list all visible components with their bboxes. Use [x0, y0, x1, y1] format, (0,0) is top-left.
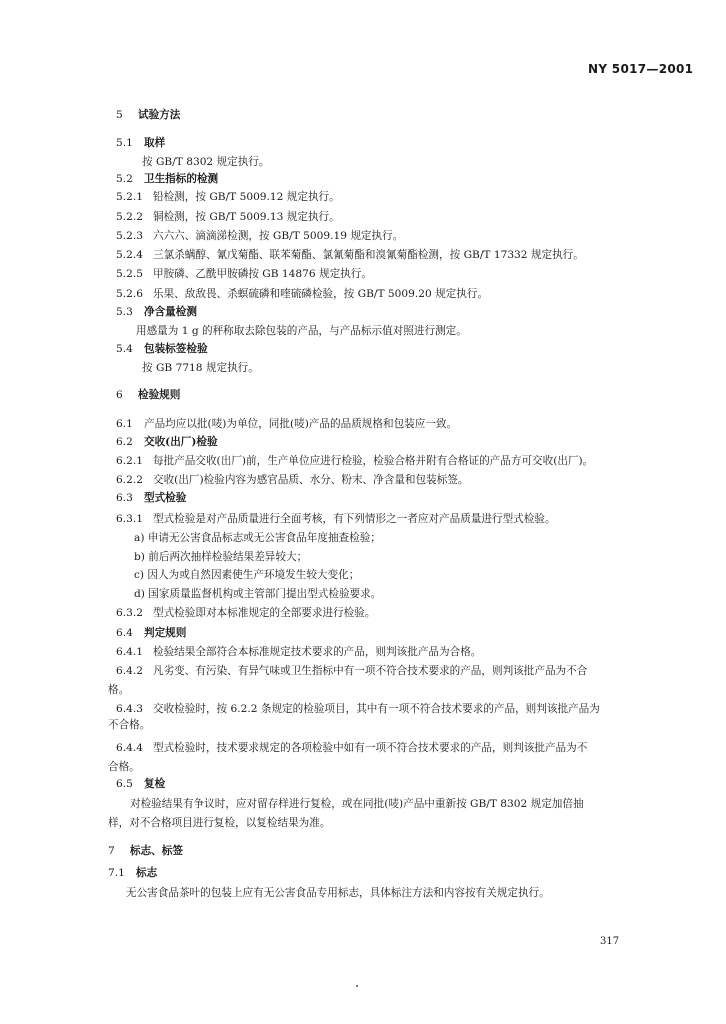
- clause-text: 复检: [144, 778, 166, 790]
- clause-number: 5: [116, 109, 123, 121]
- clause-5-2-4: [116, 248, 584, 262]
- clause-number: 7.1: [108, 867, 125, 879]
- clause-6-2: [116, 435, 218, 449]
- clause-text: 按 GB 7718 规定执行。: [142, 362, 259, 374]
- text-line: [134, 550, 307, 564]
- text-line: [108, 816, 330, 830]
- text-line: [126, 886, 550, 900]
- text-line: [134, 587, 381, 601]
- clause-text: 产品均应以批(唛)为单位，同批(唛)产品的品质规格和包装应一致。: [144, 418, 458, 430]
- clause-text: 检验结果全部符合本标准规定技术要求的产品，则判该批产品为合格。: [153, 646, 482, 658]
- clause-text: d) 国家质量监督机构或主管部门提出型式检验要求。: [134, 588, 382, 600]
- clause-number: 5.2.5: [116, 268, 143, 280]
- clause-5-2-1: [116, 190, 340, 204]
- clause-number: 6.4: [116, 627, 133, 639]
- clause-text: 取样: [144, 137, 166, 149]
- clause-6-4: [116, 626, 186, 640]
- clause-number: 5.2.4: [116, 249, 143, 261]
- clause-7-1: [108, 866, 157, 880]
- clause-text: 六六六、滴滴涕检测，按 GB/T 5009.19 规定执行。: [153, 230, 404, 242]
- clause-5-2: [116, 172, 218, 186]
- clause-text: 铜检测，按 GB/T 5009.13 规定执行。: [153, 211, 340, 223]
- clause-text: 型式检验时，技术要求规定的各项检验中如有一项不符合技术要求的产品，则判该批产品为不: [153, 742, 588, 754]
- clause-text: 每批产品交收(出厂)前，生产单位应进行检验，检验合格并附有合格证的产品方可交收(出厂)。: [153, 455, 594, 467]
- clause-number: 6.4.1: [116, 646, 143, 658]
- text-line: [134, 531, 381, 545]
- clause-6-4-4: [116, 741, 587, 755]
- clause-text: 交收检验时，按 6.2.2 条规定的检验项目，其中有一项不符合技术要求的产品，则判该批产品为: [153, 703, 600, 715]
- clause-number: 5.1: [116, 137, 133, 149]
- text-line: [142, 155, 270, 169]
- standard-code: NY 5017—2001: [588, 62, 694, 76]
- clause-6-3-1: [116, 512, 556, 526]
- text-line: [142, 361, 259, 375]
- clause-text: 交收(出厂)检验: [144, 436, 218, 448]
- clause-text: 试验方法: [138, 109, 181, 121]
- clause-number: 6.3.1: [116, 513, 143, 525]
- clause-5-2-2: [116, 210, 340, 224]
- clause-text: 卫生指标的检测: [144, 173, 219, 185]
- clause-6-1: [116, 417, 457, 431]
- clause-5: [116, 108, 180, 122]
- clause-text: 型式检验: [144, 492, 187, 504]
- clause-number: 5.2: [116, 173, 133, 185]
- clause-number: 6.2.2: [116, 474, 143, 486]
- clause-text: 样，对不合格项目进行复检，以复检结果为准。: [108, 817, 331, 829]
- clause-text: 型式检验是对产品质量进行全面考核，有下列情形之一者应对产品质量进行型式检验。: [153, 513, 556, 525]
- clause-6-4-3: [116, 702, 600, 716]
- clause-6-5: [116, 777, 165, 791]
- clause-number: 5.2.1: [116, 191, 143, 203]
- clause-text: 型式检验即对本标准规定的全部要求进行检验。: [153, 607, 376, 619]
- clause-5-2-3: [116, 229, 403, 243]
- clause-number: 6.2: [116, 436, 133, 448]
- clause-text: 不合格。: [108, 719, 151, 731]
- clause-6-2-2: [116, 473, 468, 487]
- clause-5-1: [116, 136, 165, 150]
- clause-text: 对检验结果有争议时，应对留存样进行复检，或在同批(唛)产品中重新按 GB/T 8302 规定加倍抽: [130, 798, 584, 810]
- clause-number: 6.2.1: [116, 455, 143, 467]
- clause-number: 5.2.6: [116, 288, 143, 300]
- clause-number: 6.4.2: [116, 665, 143, 677]
- text-line: [108, 718, 150, 732]
- text-line: [130, 797, 584, 811]
- clause-text: a) 申请无公害食品标志或无公害食品年度抽查检验；: [134, 532, 381, 544]
- text-line: [108, 683, 129, 697]
- clause-text: 三氯杀螨醇、氰戊菊酯、联苯菊酯、氯氰菊酯和溴氰菊酯检测，按 GB/T 17332 规定执行。: [153, 249, 584, 261]
- clause-text: 铅检测，按 GB/T 5009.12 规定执行。: [153, 191, 340, 203]
- clause-number: 6.3.2: [116, 607, 143, 619]
- clause-text: 标志: [136, 867, 158, 879]
- clause-number: 5.3: [116, 306, 133, 318]
- clause-text: 检验规则: [138, 389, 181, 401]
- clause-text: 格。: [108, 684, 130, 696]
- clause-6-4-2: [116, 664, 587, 678]
- clause-6: [116, 388, 180, 402]
- clause-6-3: [116, 491, 186, 505]
- clause-text: 合格。: [108, 761, 140, 773]
- clause-text: 用感量为 1 g 的秤称取去除包装的产品，与产品标示值对照进行测定。: [136, 325, 467, 337]
- clause-number: 6.3: [116, 492, 133, 504]
- text-line: [108, 760, 140, 774]
- clause-text: 凡劣变、有污染、有异气味或卫生指标中有一项不符合技术要求的产品，则判该批产品为不合: [153, 665, 588, 677]
- clause-text: 乐果、敌敌畏、杀螟硫磷和喹硫磷检验，按 GB/T 5009.20 规定执行。: [153, 288, 489, 300]
- clause-number: 5.2.3: [116, 230, 143, 242]
- clause-number: 5.2.2: [116, 211, 143, 223]
- clause-5-3: [116, 305, 197, 319]
- clause-number: 5.4: [116, 343, 133, 355]
- clause-text: 按 GB/T 8302 规定执行。: [142, 156, 270, 168]
- clause-text: 无公害食品茶叶的包装上应有无公害食品专用标志，具体标注方法和内容按有关规定执行。: [126, 887, 550, 899]
- clause-5-2-5: [116, 267, 372, 281]
- clause-7: [108, 844, 183, 858]
- scan-speck: [356, 985, 358, 987]
- clause-number: 6: [116, 389, 123, 401]
- clause-text: 包装标签检验: [144, 343, 208, 355]
- clause-6-4-1: [116, 645, 481, 659]
- clause-number: 6.4.3: [116, 703, 143, 715]
- clause-number: 6.5: [116, 778, 133, 790]
- clause-text: 净含量检测: [144, 306, 197, 318]
- clause-text: b) 前后两次抽样检验结果差异较大；: [134, 551, 308, 563]
- clause-5-2-6: [116, 287, 488, 301]
- clause-number: 6.4.4: [116, 742, 143, 754]
- clause-number: 7: [108, 845, 115, 857]
- clause-number: 6.1: [116, 418, 133, 430]
- clause-text: c) 因人为或自然因素使生产环境发生较大变化；: [134, 569, 360, 581]
- clause-6-2-1: [116, 454, 593, 468]
- clause-text: 标志、标签: [130, 845, 183, 857]
- page-number: 317: [600, 936, 620, 947]
- text-line: [134, 568, 359, 582]
- clause-text: 甲胺磷、乙酰甲胺磷按 GB 14876 规定执行。: [153, 268, 372, 280]
- clause-text: 判定规则: [144, 627, 187, 639]
- clause-text: 交收(出厂)检验内容为感官品质、水分、粉末、净含量和包装标签。: [153, 474, 469, 486]
- clause-5-4: [116, 342, 208, 356]
- clause-6-3-2: [116, 606, 375, 620]
- text-line: [136, 324, 467, 338]
